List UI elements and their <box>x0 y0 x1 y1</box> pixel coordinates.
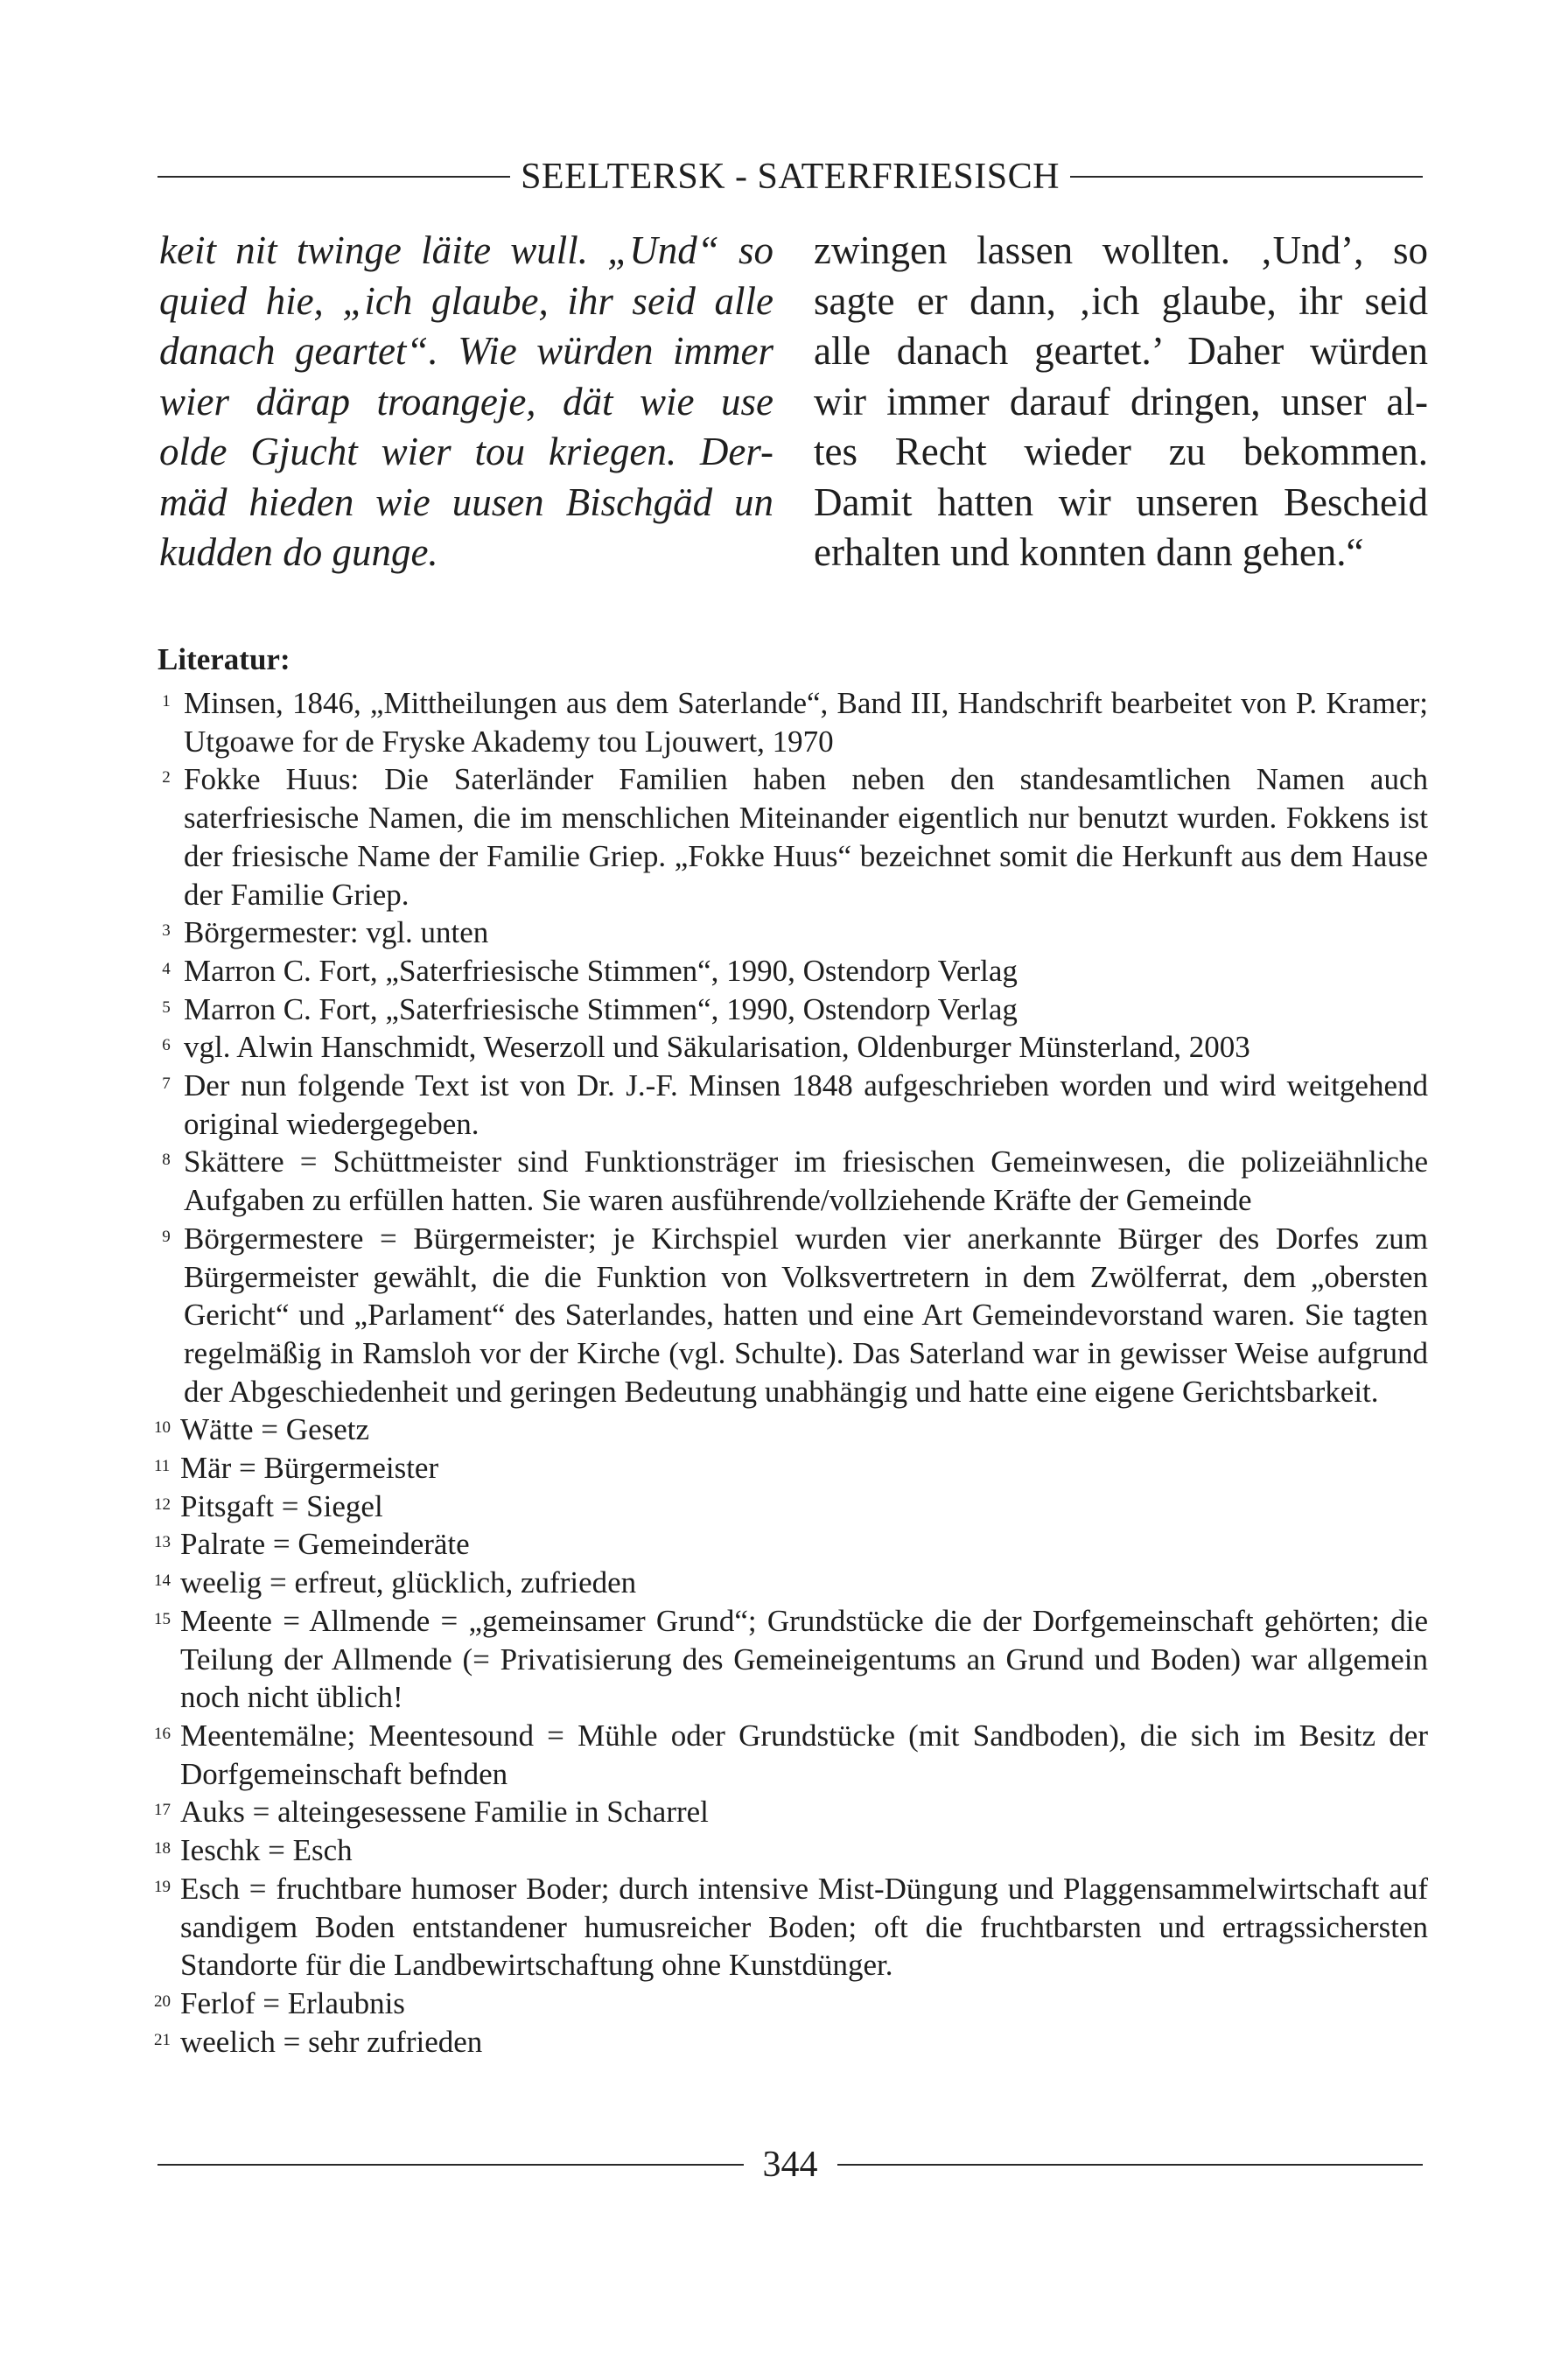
footnote-text: Minsen, 1846, „Mittheilungen aus dem Saterlande“, Band III, Handschrift bearbeitet von P. Kramer; Utgoawe for de Fryske Akademy tou Ljouwert, 1970 <box>184 686 1428 759</box>
footnote-number: 17 <box>154 1801 171 1820</box>
page-footer <box>158 2144 1423 2186</box>
footnote-text: Marron C. Fort, „Saterfriesische Stimmen“, 1990, Ostendorp Verlag <box>184 953 1018 988</box>
footnote-text: Skättere = Schüttmeister sind Funktionsträger im friesischen Gemeinwesen, die polizeiähnliche Aufgaben zu erfüllen hatten. Sie waren ausführende/vollziehende Kräfte der Gemeinde <box>184 1144 1428 1218</box>
footnote-text: weelich = sehr zufrieden <box>180 2024 483 2059</box>
column-line: wier därap troangeje, dät wie use <box>159 379 774 424</box>
footnote-number: 9 <box>162 1227 171 1246</box>
footnote-item <box>154 1602 1428 1717</box>
column-line: keit nit twinge läite wull. „Und“ so <box>159 228 774 272</box>
footer-rule-right <box>837 2164 1424 2166</box>
page-number: 344 <box>762 2145 818 2185</box>
footnote-number: 10 <box>154 1418 171 1438</box>
running-header <box>158 156 1423 198</box>
footnote-number: 7 <box>162 1074 171 1094</box>
footnote-item <box>154 1067 1428 1143</box>
footnote-text: Marron C. Fort, „Saterfriesische Stimmen“, 1990, Ostendorp Verlag <box>184 991 1018 1026</box>
footnote-text: Meente = Allmende = „gemeinsamer Grund“; Grundstücke die der Dorfgemeinschaft gehörten; die Teilung der Allmende (= Privatisierung des Gemeineigentums an Grund und Boden) war allgemein noch nicht üblich! <box>180 1603 1428 1715</box>
footnote-item <box>154 990 1428 1029</box>
footnote-item <box>154 1870 1428 1984</box>
footnote-item <box>154 1793 1428 1831</box>
footnote-number: 1 <box>162 692 171 710</box>
footnote-number: 20 <box>154 1992 171 2011</box>
literature-heading: Literatur: <box>158 642 290 676</box>
column-line: olde Gjucht wier tou kriegen. Der- <box>159 430 774 473</box>
footnote-item <box>154 1525 1428 1564</box>
column-line: zwingen lassen wollten. ‚Und’, so <box>814 228 1428 272</box>
footnote-item <box>154 1831 1428 1870</box>
column-line: erhalten und konnten dann gehen.“ <box>814 530 1364 574</box>
saterfriesisch-column <box>159 226 774 578</box>
footnote-number: 15 <box>154 1609 171 1628</box>
footnote-item <box>154 1143 1428 1219</box>
column-line: mäd hieden wie uusen Bischgäd un <box>159 480 774 524</box>
footnote-item <box>154 1984 1428 2023</box>
footnote-item <box>154 1028 1428 1067</box>
column-line: danach geartet“. Wie würden immer <box>159 329 774 373</box>
footnote-item <box>154 760 1428 914</box>
footnote-text: vgl. Alwin Hanschmidt, Weserzoll und Säkularisation, Oldenburger Münsterland, 2003 <box>184 1030 1250 1065</box>
footnote-item <box>154 1488 1428 1526</box>
footnote-number: 4 <box>162 959 171 978</box>
footnote-number: 21 <box>154 2030 171 2049</box>
footnote-number: 19 <box>154 1877 171 1896</box>
column-line: Damit hatten wir unseren Bescheid <box>814 480 1428 524</box>
footer-rule-left <box>158 2164 744 2166</box>
header-rule-right <box>1070 176 1423 178</box>
footnote-number: 16 <box>154 1724 171 1743</box>
footnote-text: Börgermestere = Bürgermeister; je Kirchspiel wurden vier anerkannte Bürger des Dorfes zum Bürgermeister gewählt, die die Funktion von Volksvertretern in dem Zwölferrat, dem „obersten Gericht“ und „Parlament“ des Saterlandes, hatten und eine Art Gemeindevorstand waren. Sie tagten regelmäßig in Ramsloh vor der Kirche (vgl. Schulte). Das Saterland war in gewisser Weise aufgrund der Abgeschiedenheit und geringen Bedeutung unabhängig und hatte eine eigene Gerichtsbarkeit. <box>184 1221 1428 1409</box>
footnote-item <box>154 684 1428 760</box>
footnote-number: 2 <box>162 768 171 788</box>
column-line: quied hie, „ich glaube, ihr seid alle <box>159 278 774 323</box>
column-line: sagte er dann, ‚ich glaube, ihr seid <box>814 278 1428 323</box>
footnote-item <box>154 1449 1428 1488</box>
footnote-number: 3 <box>162 921 171 941</box>
running-title: SEELTERSK - SATERFRIESISCH <box>521 157 1060 197</box>
footnote-item <box>154 952 1428 990</box>
footnote-text: Ferlof = Erlaubnis <box>180 1985 405 2020</box>
footnote-number: 5 <box>162 998 171 1017</box>
footnote-text: Mär = Bürgermeister <box>180 1451 439 1486</box>
footnote-item <box>154 2023 1428 2062</box>
footnote-number: 12 <box>154 1494 171 1514</box>
footnote-number: 18 <box>154 1839 171 1858</box>
footnote-text: weelig = erfreut, glücklich, zufrieden <box>180 1565 637 1600</box>
footnote-number: 13 <box>154 1533 171 1552</box>
footnote-number: 6 <box>162 1036 171 1055</box>
footnote-text: Palrate = Gemeinderäte <box>180 1527 470 1562</box>
footnote-list <box>154 684 1428 2061</box>
column-line: tes Recht wieder zu bekommen. <box>814 430 1428 473</box>
footnote-item <box>154 1564 1428 1602</box>
column-line: wir immer darauf dringen, unser al- <box>814 379 1428 424</box>
footnote-text: Der nun folgende Text ist von Dr. J.-F. Minsen 1848 aufgeschrieben worden und wird weitgehend original wiedergegeben. <box>184 1068 1428 1141</box>
column-line: kudden do gunge. <box>159 530 438 574</box>
footnote-number: 8 <box>162 1151 171 1170</box>
footnote-text: Auks = alteingesessene Familie in Scharrel <box>180 1795 709 1830</box>
footnote-number: 11 <box>154 1457 171 1476</box>
footnote-text: Börgermester: vgl. unten <box>184 915 489 950</box>
german-column <box>814 226 1428 578</box>
footnote-text: Pitsgaft = Siegel <box>180 1488 383 1523</box>
footnote-item <box>154 1717 1428 1793</box>
footnote-text: Esch = fruchtbare humoser Boder; durch intensive Mist-Düngung und Plaggensammelwirtschaft auf sandigem Boden entstandener humusreicher Boden; oft die fruchtbarsten und ertragssichersten Standorte für die Landbewirtschaftung ohne Kunstdünger. <box>180 1871 1428 1983</box>
footnote-item <box>154 1410 1428 1449</box>
footnote-text: Wätte = Gesetz <box>180 1412 370 1447</box>
footnote-item <box>154 914 1428 952</box>
footnote-text: Meentemälne; Meentesound = Mühle oder Grundstücke (mit Sandboden), die sich im Besitz der Dorfgemeinschaft befnden <box>180 1718 1428 1791</box>
footnote-text: Ieschk = Esch <box>180 1833 353 1868</box>
column-line: alle danach geartet.’ Daher würden <box>814 329 1428 373</box>
footnote-text: Fokke Huus: Die Saterländer Familien haben neben den standesamtlichen Namen auch saterfriesische Namen, die im menschlichen Miteinander eigentlich nur benutzt wurden. Fokkens ist der friesische Name der Familie Griep. „Fokke Huus“ bezeichnet somit die Herkunft aus dem Hause der Familie Griep. <box>184 762 1428 912</box>
header-rule-left <box>158 176 510 178</box>
footnote-number: 14 <box>154 1572 171 1591</box>
footnote-item <box>154 1220 1428 1411</box>
